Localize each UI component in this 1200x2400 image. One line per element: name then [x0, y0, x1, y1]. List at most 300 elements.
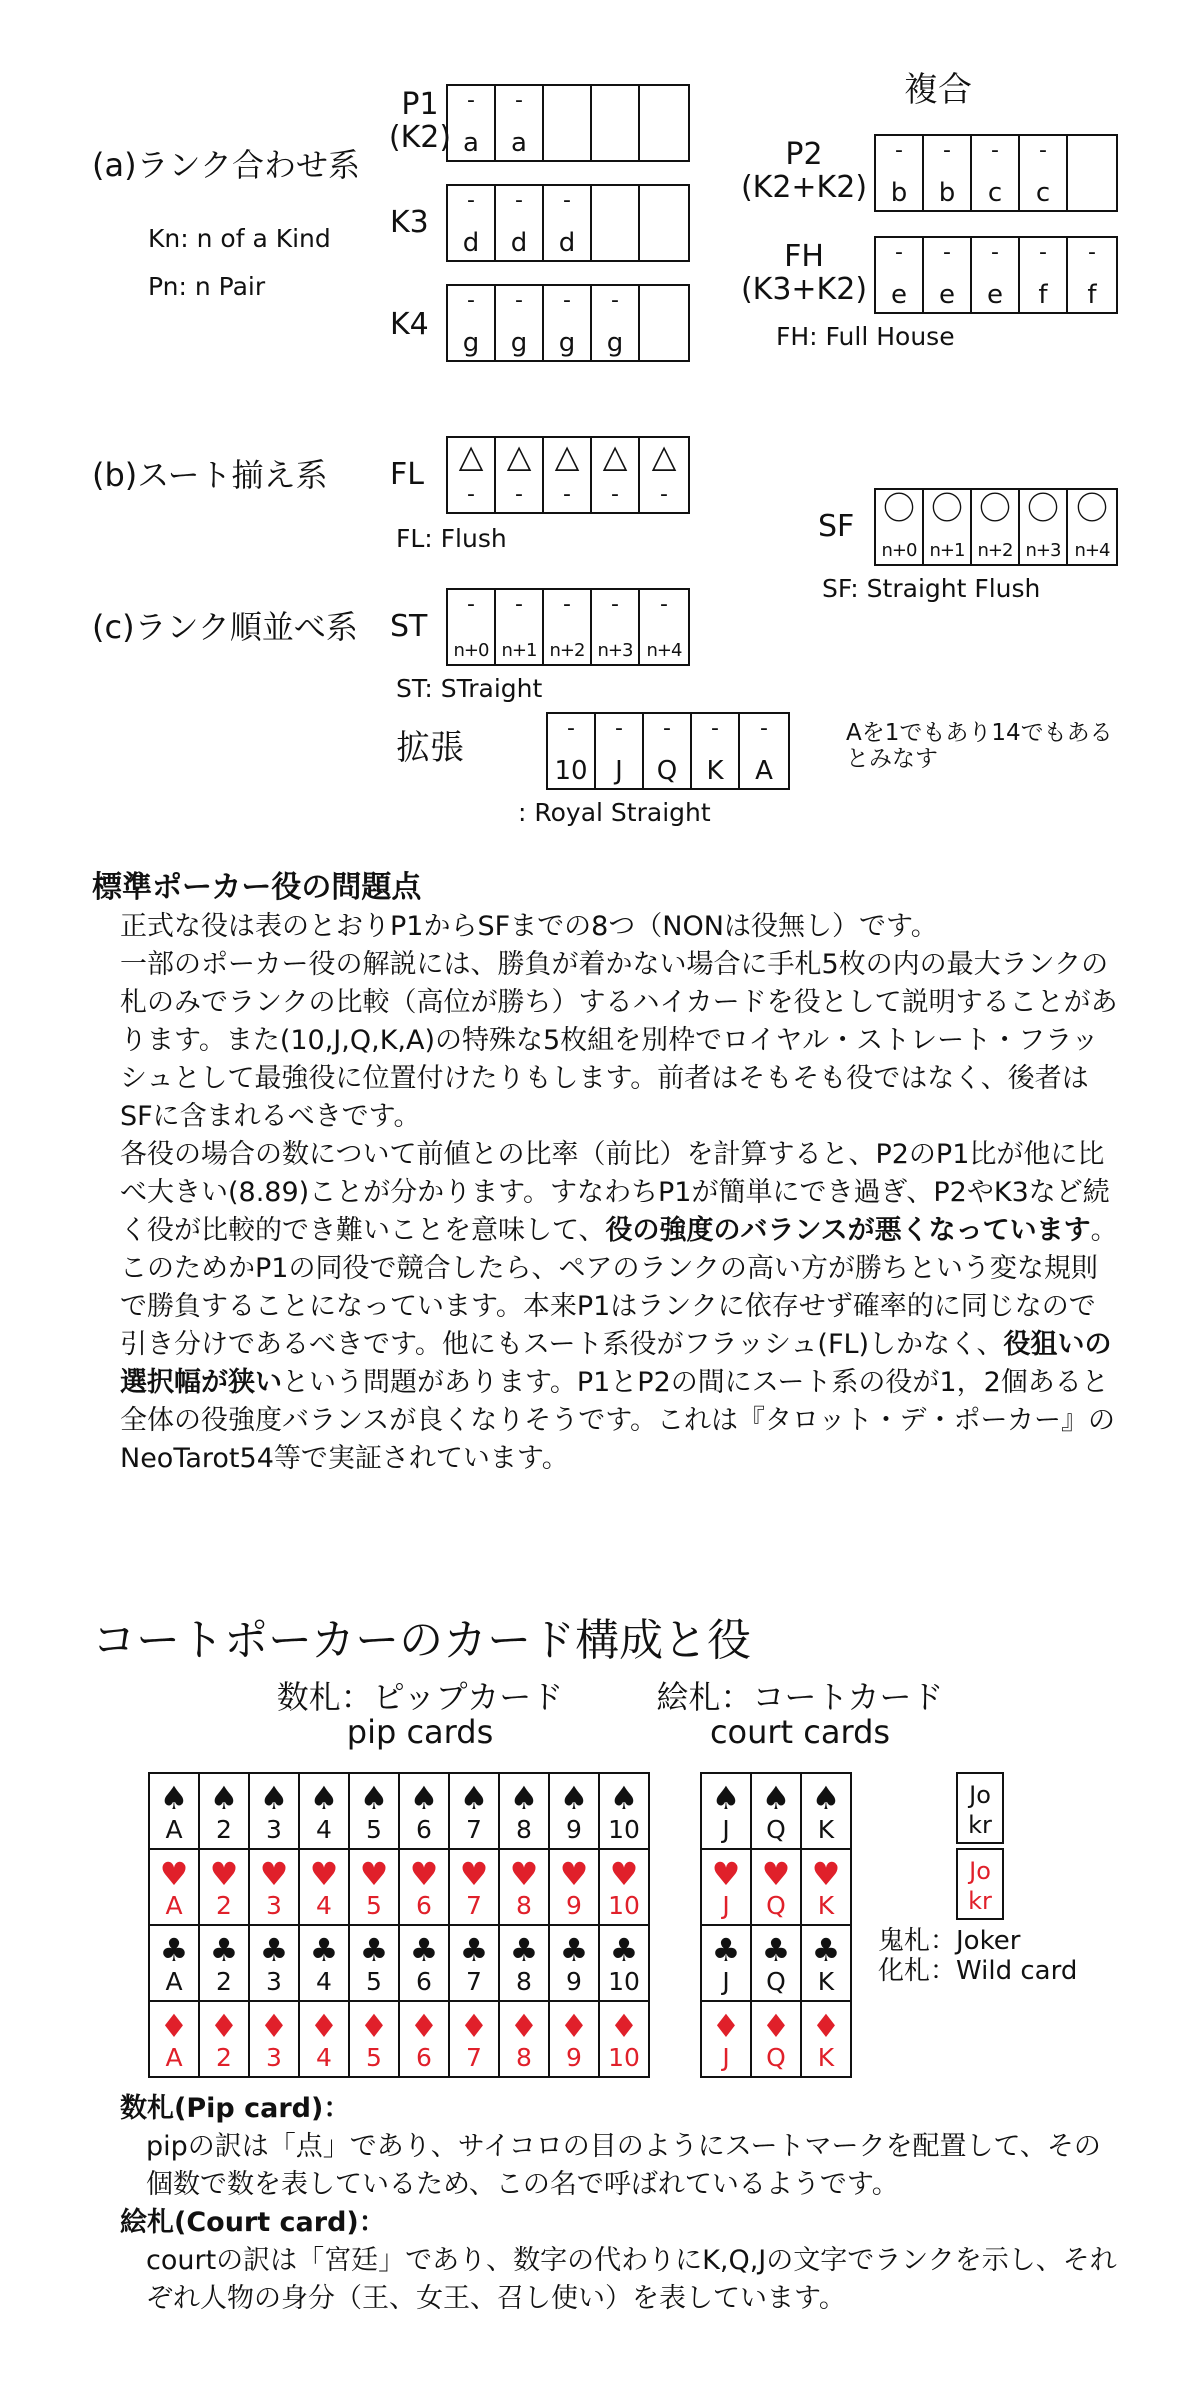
card-rank: 10 [608, 2043, 640, 2072]
card-rank: A [165, 1891, 183, 1920]
suit-icon: ♥ [609, 1855, 639, 1893]
cell-dash: - [991, 138, 999, 163]
suit-icon: ♦ [259, 2007, 289, 2045]
cell-rank: Q [656, 756, 678, 786]
card-cell [500, 1774, 550, 1850]
card-cell [550, 1774, 600, 1850]
card-rank: A [165, 1815, 183, 1844]
suit-icon: ♥ [309, 1855, 339, 1893]
suit-icon: ♠ [359, 1779, 389, 1817]
cell-rank: d [462, 228, 480, 258]
suit-icon: ♣ [159, 1931, 189, 1969]
ext-label: 拡張 [396, 728, 464, 768]
suit-icon: ♥ [409, 1855, 439, 1893]
card-cell [752, 2002, 802, 2078]
cell-rank: f [1087, 280, 1097, 310]
hand-cell [448, 286, 496, 360]
hand-cell [972, 490, 1020, 564]
hand-cell [448, 186, 496, 260]
hand-fl [446, 436, 690, 514]
card-rank: Q [766, 1967, 786, 1996]
card-rank: K [817, 1967, 835, 1996]
hand-p1 [446, 84, 690, 162]
cell-dash: - [467, 288, 475, 313]
card-rank: A [165, 2043, 183, 2072]
cell-dash: - [615, 716, 623, 741]
triangle-icon: △ [602, 437, 628, 475]
card-cell [600, 1774, 650, 1850]
cell-rank: d [558, 228, 576, 258]
card-rank: 8 [516, 1815, 532, 1844]
cell-rank: g [462, 328, 480, 358]
cell-dash: - [611, 592, 619, 617]
suit-icon: ♠ [609, 1779, 639, 1817]
circle-icon: 〇 [1026, 489, 1059, 527]
card-rank: 10 [608, 1967, 640, 1996]
cell-dash: - [515, 188, 523, 213]
cell-dash: - [515, 288, 523, 313]
joker-red-line1: Jo [969, 1857, 991, 1885]
hand-fh [874, 236, 1118, 314]
suit-icon: ♠ [559, 1779, 589, 1817]
cell-dash: - [563, 288, 571, 313]
p2-label-line2: (K2+K2) [740, 170, 868, 205]
cell-rank: g [606, 328, 624, 358]
card-cell [600, 2002, 650, 2078]
hand-cell [640, 590, 688, 664]
card-rank: J [722, 1967, 730, 1996]
card-cell [200, 1774, 250, 1850]
hand-cell [876, 490, 924, 564]
suit-icon: ♥ [459, 1855, 489, 1893]
problems-para-3a: 各役の場合の数について前値との比率（前比）を計算すると、P2のP1比が他に比べ大きい(8.89)ことが分かります。すなわちP1が簡単にでき過ぎ、P2やK3など続く役が比較的でき難いことを意味して、 [120, 1139, 1110, 1246]
pip-title-en: pip cards [346, 1713, 494, 1752]
k4-label: K4 [390, 307, 429, 342]
cell-dash: - [467, 88, 475, 113]
cell-rank: n+4 [1074, 540, 1110, 561]
suit-icon: ♠ [259, 1779, 289, 1817]
fh-label [734, 240, 874, 306]
st-caption: ST: STraight [396, 674, 543, 703]
notes-section [120, 2090, 1120, 2318]
p1-label-line1: P1 [401, 87, 439, 122]
card-cell [200, 1850, 250, 1926]
suit-icon: ♠ [209, 1779, 239, 1817]
circle-icon: 〇 [978, 489, 1011, 527]
suit-icon: ♠ [761, 1779, 791, 1817]
cell-dash: - [711, 716, 719, 741]
suit-icon: ♥ [761, 1855, 791, 1893]
hand-cell [496, 590, 544, 664]
card-rank: 4 [316, 2043, 332, 2072]
suit-icon: ♦ [459, 2007, 489, 2045]
composite-title: 複合 [904, 70, 972, 110]
fl-caption: FL: Flush [396, 524, 507, 553]
cell-dash: - [660, 592, 668, 617]
cell-dash: - [991, 240, 999, 265]
suit-icon: ♦ [559, 2007, 589, 2045]
triangle-icon: △ [506, 437, 532, 475]
card-cell [150, 1774, 200, 1850]
cell-rank: K [706, 756, 724, 786]
card-cell [600, 1926, 650, 2002]
suit-icon: ♠ [811, 1779, 841, 1817]
hand-cell [1020, 490, 1068, 564]
card-cell [550, 1850, 600, 1926]
cell-dash: - [567, 716, 575, 741]
triangle-icon: △ [554, 437, 580, 475]
card-cell [702, 2002, 752, 2078]
suit-icon: ♠ [409, 1779, 439, 1817]
hand-cell [640, 286, 688, 360]
wild-label: 化札：Wild card [878, 1956, 1078, 1986]
card-cell [350, 2002, 400, 2078]
card-rank: Q [766, 1815, 786, 1844]
hand-st [446, 588, 690, 666]
joker-black-line2: kr [968, 1811, 992, 1839]
suit-icon: ♠ [509, 1779, 539, 1817]
cell-rank: a [463, 128, 479, 158]
hand-cell [592, 286, 640, 360]
card-rank: 2 [216, 1815, 232, 1844]
card-rank: 9 [566, 1815, 582, 1844]
problems-para-1: 正式な役は表のとおりP1からSFまでの8つ（NONは役無し）です。 [120, 911, 938, 942]
card-cell [802, 1850, 852, 1926]
card-rank: 6 [416, 1815, 432, 1844]
joker-red-line2: kr [968, 1887, 992, 1915]
suit-icon: ♦ [509, 2007, 539, 2045]
sf-label: SF [818, 509, 855, 544]
cell-rank: n+2 [549, 640, 585, 661]
triangle-icon: △ [458, 437, 484, 475]
card-cell [702, 1926, 752, 2002]
joker-red-card [956, 1848, 1004, 1920]
court-title-en: court cards [709, 1713, 891, 1752]
ext-note [846, 720, 1113, 772]
card-rank: 7 [466, 1891, 482, 1920]
card-cell [802, 2002, 852, 2078]
suit-icon: ♥ [559, 1855, 589, 1893]
card-cell [250, 2002, 300, 2078]
fh-label-line2: (K3+K2) [740, 272, 868, 307]
hand-cell [924, 490, 972, 564]
card-cell [300, 1774, 350, 1850]
card-rank: 6 [416, 2043, 432, 2072]
card-rank: 9 [566, 1891, 582, 1920]
hand-cell [496, 186, 544, 260]
card-cell [752, 1850, 802, 1926]
card-cell [802, 1774, 852, 1850]
card-cell [250, 1850, 300, 1926]
joker-black-card [956, 1772, 1004, 1844]
triangle-icon: △ [651, 437, 677, 475]
card-cell [450, 1850, 500, 1926]
ext-caption: : Royal Straight [518, 798, 711, 827]
card-rank: 10 [608, 1891, 640, 1920]
hand-cell [876, 136, 924, 210]
suit-icon: ♥ [159, 1855, 189, 1893]
suit-icon: ♣ [309, 1931, 339, 1969]
suit-icon: ♣ [209, 1931, 239, 1969]
card-rank: 3 [266, 1967, 282, 1996]
cell-rank: b [890, 178, 908, 208]
problems-emph-1: 役の強度のバランスが悪くなっています [605, 1215, 1091, 1246]
card-cell [150, 2002, 200, 2078]
suit-icon: ♣ [761, 1931, 791, 1969]
hand-cell [972, 136, 1020, 210]
card-rank: Q [766, 2043, 786, 2072]
card-rank: 5 [366, 1815, 382, 1844]
card-cell [200, 2002, 250, 2078]
fl-label: FL [390, 457, 424, 492]
pn-legend: Pn: n Pair [148, 272, 266, 301]
pip-card-grid [148, 1772, 650, 2078]
card-rank: 7 [466, 1967, 482, 1996]
suit-icon: ♦ [409, 2007, 439, 2045]
cell-rank: a [511, 128, 527, 158]
hand-cell [692, 714, 740, 788]
card-rank: 9 [566, 2043, 582, 2072]
hand-cell [1020, 238, 1068, 312]
suit-icon: ♣ [711, 1931, 741, 1969]
card-rank: J [722, 1815, 730, 1844]
hand-cell [876, 238, 924, 312]
problems-para-3 [120, 1136, 1120, 1478]
section-b-title: (b)スート揃え系 [92, 456, 328, 494]
ext-note-line1: Aを1でもあり14でもある [846, 720, 1113, 746]
hand-p2 [874, 134, 1118, 212]
suit-icon: ♣ [409, 1931, 439, 1969]
court-title-jp: 絵札：コートカード [656, 1678, 944, 1716]
joker-legend [878, 1926, 1077, 1986]
sf-caption: SF: Straight Flush [822, 574, 1041, 603]
card-rank: 3 [266, 2043, 282, 2072]
card-cell [702, 1850, 752, 1926]
card-cell [300, 2002, 350, 2078]
hand-ext [546, 712, 790, 790]
hand-cell [1020, 136, 1068, 210]
cell-rank: f [1038, 280, 1048, 310]
cell-dash: - [760, 716, 768, 741]
card-rank: 8 [516, 1967, 532, 1996]
cell-dash: - [1039, 138, 1047, 163]
cell-rank: n+0 [881, 540, 917, 561]
cell-rank: e [939, 280, 955, 310]
card-rank: 3 [266, 1815, 282, 1844]
card-cell [150, 1926, 200, 2002]
hand-cell [448, 438, 496, 512]
p2-label-line1: P2 [785, 137, 823, 172]
cell-dash: - [943, 138, 951, 163]
cell-dash: - [563, 188, 571, 213]
cell-rank: c [987, 178, 1003, 208]
card-rank: 5 [366, 1967, 382, 1996]
card-cell [500, 1926, 550, 2002]
card-rank: A [165, 1967, 183, 1996]
cell-dash: - [563, 592, 571, 617]
hand-cell [548, 714, 596, 788]
hand-cell [1068, 490, 1116, 564]
card-rank: 3 [266, 1891, 282, 1920]
suit-icon: ♥ [811, 1855, 841, 1893]
hand-cell [544, 438, 592, 512]
problems-emph-2: 役狙いの選択幅が狭い [120, 1329, 1112, 1398]
suit-icon: ♦ [359, 2007, 389, 2045]
suit-icon: ♦ [761, 2007, 791, 2045]
card-cell [250, 1926, 300, 2002]
cell-rank: n+2 [977, 540, 1013, 561]
hand-cell [448, 86, 496, 160]
cell-rank: 10 [554, 756, 588, 786]
card-rank: K [817, 1815, 835, 1844]
card-rank: 4 [316, 1815, 332, 1844]
suit-icon: ♦ [711, 2007, 741, 2045]
hand-cell [1068, 238, 1116, 312]
fh-caption: FH: Full House [776, 322, 955, 351]
hand-cell [640, 86, 688, 160]
hand-k3 [446, 184, 690, 262]
cell-dash: - [895, 138, 903, 163]
hand-cell [592, 86, 640, 160]
card-rank: J [722, 1891, 730, 1920]
hand-cell [592, 438, 640, 512]
cell-rank: n+3 [597, 640, 633, 661]
p2-label [734, 138, 874, 204]
cell-dash: - [660, 482, 668, 507]
card-cell [752, 1774, 802, 1850]
cell-rank: n+0 [453, 640, 489, 661]
suit-icon: ♥ [359, 1855, 389, 1893]
cell-dash: - [611, 482, 619, 507]
circle-icon: 〇 [1075, 489, 1108, 527]
suit-icon: ♣ [259, 1931, 289, 1969]
card-cell [500, 2002, 550, 2078]
suit-icon: ♠ [309, 1779, 339, 1817]
cell-dash: - [563, 482, 571, 507]
section-c-title: (c)ランク順並べ系 [92, 608, 358, 646]
cell-rank: e [891, 280, 907, 310]
ext-note-line2: とみなす [846, 746, 938, 772]
card-rank: 4 [316, 1891, 332, 1920]
suit-icon: ♦ [159, 2007, 189, 2045]
card-rank: 2 [216, 1891, 232, 1920]
card-rank: 5 [366, 1891, 382, 1920]
card-rank: 10 [608, 1815, 640, 1844]
pip-note-heading: 数札(Pip card)： [120, 2093, 351, 2124]
cell-rank: g [510, 328, 528, 358]
card-rank: 5 [366, 2043, 382, 2072]
card-rank: 8 [516, 1891, 532, 1920]
problems-para-3c: 。このためかP1の同役で競合したら、ペアのランクの高い方が勝ちという変な規則で勝負することになっています。本来P1はランクに依存せず確率的に同じなので引き分けであるべきです。他にもスート系役がフラッシュ(FL)しかなく、 [120, 1215, 1118, 1360]
card-rank: 2 [216, 1967, 232, 1996]
cell-rank: J [615, 756, 623, 786]
suit-icon: ♣ [609, 1931, 639, 1969]
hand-cell [544, 86, 592, 160]
joker-label: 鬼札：Joker [878, 1926, 1021, 1956]
suit-icon: ♥ [209, 1855, 239, 1893]
card-cell [400, 1850, 450, 1926]
suit-icon: ♣ [811, 1931, 841, 1969]
hand-cell [640, 186, 688, 260]
court-note-heading: 絵札(Court card)： [120, 2207, 386, 2238]
cell-dash: - [467, 592, 475, 617]
k3-label: K3 [390, 205, 429, 240]
card-cell [450, 2002, 500, 2078]
suit-icon: ♦ [309, 2007, 339, 2045]
suit-icon: ♦ [811, 2007, 841, 2045]
cell-rank: g [558, 328, 576, 358]
card-rank: 7 [466, 1815, 482, 1844]
cell-dash: - [943, 240, 951, 265]
hand-cell [496, 286, 544, 360]
card-cell [300, 1926, 350, 2002]
st-label: ST [390, 609, 428, 644]
hand-cell [496, 438, 544, 512]
problems-heading: 標準ポーカー役の問題点 [92, 870, 422, 905]
problems-para-3e: という問題があります。P1とP2の間にスート系の役が1，2個あると全体の役強度バランスが良くなりそうです。これは『タロット・デ・ポーカー』のNeoTarot54等で実証されています。 [120, 1367, 1115, 1474]
cell-rank: n+3 [1025, 540, 1061, 561]
court-card-grid [700, 1772, 852, 2078]
circle-icon: 〇 [882, 489, 915, 527]
card-rank: J [722, 2043, 730, 2072]
suit-icon: ♦ [609, 2007, 639, 2045]
hand-cell [740, 714, 788, 788]
suit-icon: ♣ [359, 1931, 389, 1969]
hand-cell [592, 590, 640, 664]
suit-icon: ♠ [159, 1779, 189, 1817]
cell-dash: - [663, 716, 671, 741]
cell-dash: - [1039, 240, 1047, 265]
pip-note-text: pipの訳は「点」であり、サイコロの目のようにスートマークを配置して、その個数で数を表しているため、この名で呼ばれているようです。 [146, 2131, 1101, 2200]
hand-cell [596, 714, 644, 788]
suit-icon: ♣ [459, 1931, 489, 1969]
suit-icon: ♥ [711, 1855, 741, 1893]
card-cell [400, 1774, 450, 1850]
cell-dash: - [467, 188, 475, 213]
cell-rank: n+1 [501, 640, 537, 661]
cell-rank: A [755, 756, 773, 786]
card-cell [752, 1926, 802, 2002]
card-cell [300, 1850, 350, 1926]
court-title: コートポーカーのカード構成と役 [92, 1615, 752, 1666]
card-cell [450, 1926, 500, 2002]
p1-label-line2: (K2) [388, 120, 452, 155]
card-rank: 6 [416, 1967, 432, 1996]
cell-rank: c [1035, 178, 1051, 208]
cell-rank: e [987, 280, 1003, 310]
card-cell [550, 1926, 600, 2002]
hand-cell [640, 438, 688, 512]
suit-icon: ♦ [209, 2007, 239, 2045]
card-rank: 7 [466, 2043, 482, 2072]
hand-cell [544, 286, 592, 360]
suit-icon: ♥ [259, 1855, 289, 1893]
cell-dash: - [895, 240, 903, 265]
suit-icon: ♣ [559, 1931, 589, 1969]
card-rank: K [817, 1891, 835, 1920]
suit-icon: ♥ [509, 1855, 539, 1893]
card-cell [200, 1926, 250, 2002]
card-cell [600, 1850, 650, 1926]
pip-title [240, 1680, 600, 1750]
hand-cell [644, 714, 692, 788]
card-cell [802, 1926, 852, 2002]
hand-cell [972, 238, 1020, 312]
problems-para-2: 一部のポーカー役の解説には、勝負が着かない場合に手札5枚の内の最大ランクの札のみでランクの比較（高位が勝ち）するハイカードを役として説明することがあります。また(10,J,Q,K,A)の特殊な5枚組を別枠でロイヤル・ストレート・フラッシュとして最強役に位置付けたりもします。前者はそもそも役ではなく、後者はSFに含まれるべきです。 [120, 949, 1118, 1132]
card-cell [150, 1850, 200, 1926]
suit-icon: ♠ [459, 1779, 489, 1817]
cell-dash: - [467, 482, 475, 507]
